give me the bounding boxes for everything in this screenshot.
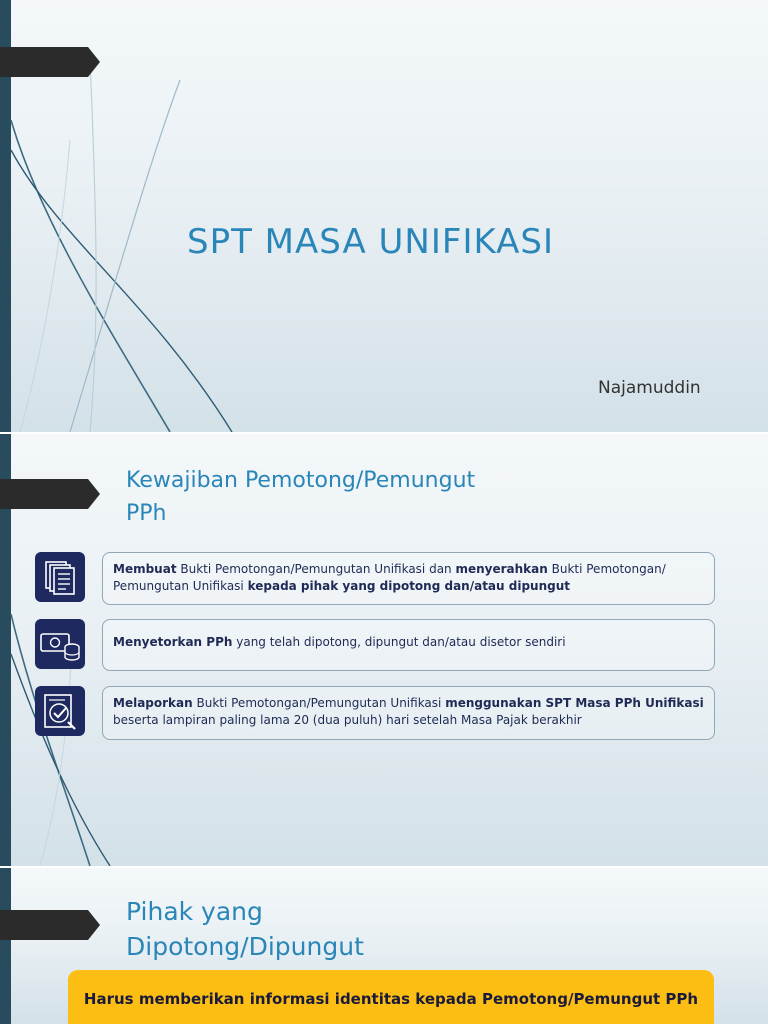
slide-pihak[interactable] (0, 868, 768, 1024)
slide-left-rail (0, 868, 11, 1024)
documents-icon (35, 552, 85, 602)
report-checklist-icon (35, 686, 85, 736)
heading-line-1: Kewajiban Pemotong/Pemungut (126, 468, 476, 493)
heading-line-2: Dipotong/Dipungut (126, 932, 364, 961)
obligation-item-create (102, 552, 715, 605)
slide-heading (126, 464, 475, 530)
obligation-item-deposit (102, 619, 715, 671)
author-name: Najamuddin (598, 378, 701, 398)
banner-text: Harus memberikan informasi identitas kepada Pemotong/Pemungut PPh (83, 990, 699, 1008)
section-arrow-tab (0, 910, 100, 940)
money-icon (35, 619, 85, 669)
slide-title[interactable] (0, 0, 768, 432)
item-text: Menyetorkan PPh yang telah dipotong, dipungut dan/atau disetor sendiri (113, 635, 566, 649)
presentation-title: SPT MASA UNIFIKASI (187, 222, 555, 262)
item-text: Membuat Bukti Pemotongan/Pemungutan Unifikasi dan menyerahkan Bukti Pemotongan/ Pemungutan Unifikasi kepada pihak yang dipotong dan/atau dipungut (113, 562, 666, 593)
heading-line-2: PPh (126, 501, 167, 526)
slide-heading (126, 894, 364, 964)
obligation-item-report (102, 686, 715, 740)
slide-kewajiban[interactable] (0, 434, 768, 866)
decorative-curves (0, 0, 768, 432)
section-arrow-tab (0, 479, 100, 509)
section-arrow-tab (0, 47, 100, 77)
heading-line-1: Pihak yang (126, 897, 263, 926)
item-text: Melaporkan Bukti Pemotongan/Pemungutan Unifikasi menggunakan SPT Masa PPh Unifikasi beserta lampiran paling lama 20 (dua puluh) hari setelah Masa Pajak berakhir (113, 696, 704, 727)
info-banner (68, 970, 714, 1024)
